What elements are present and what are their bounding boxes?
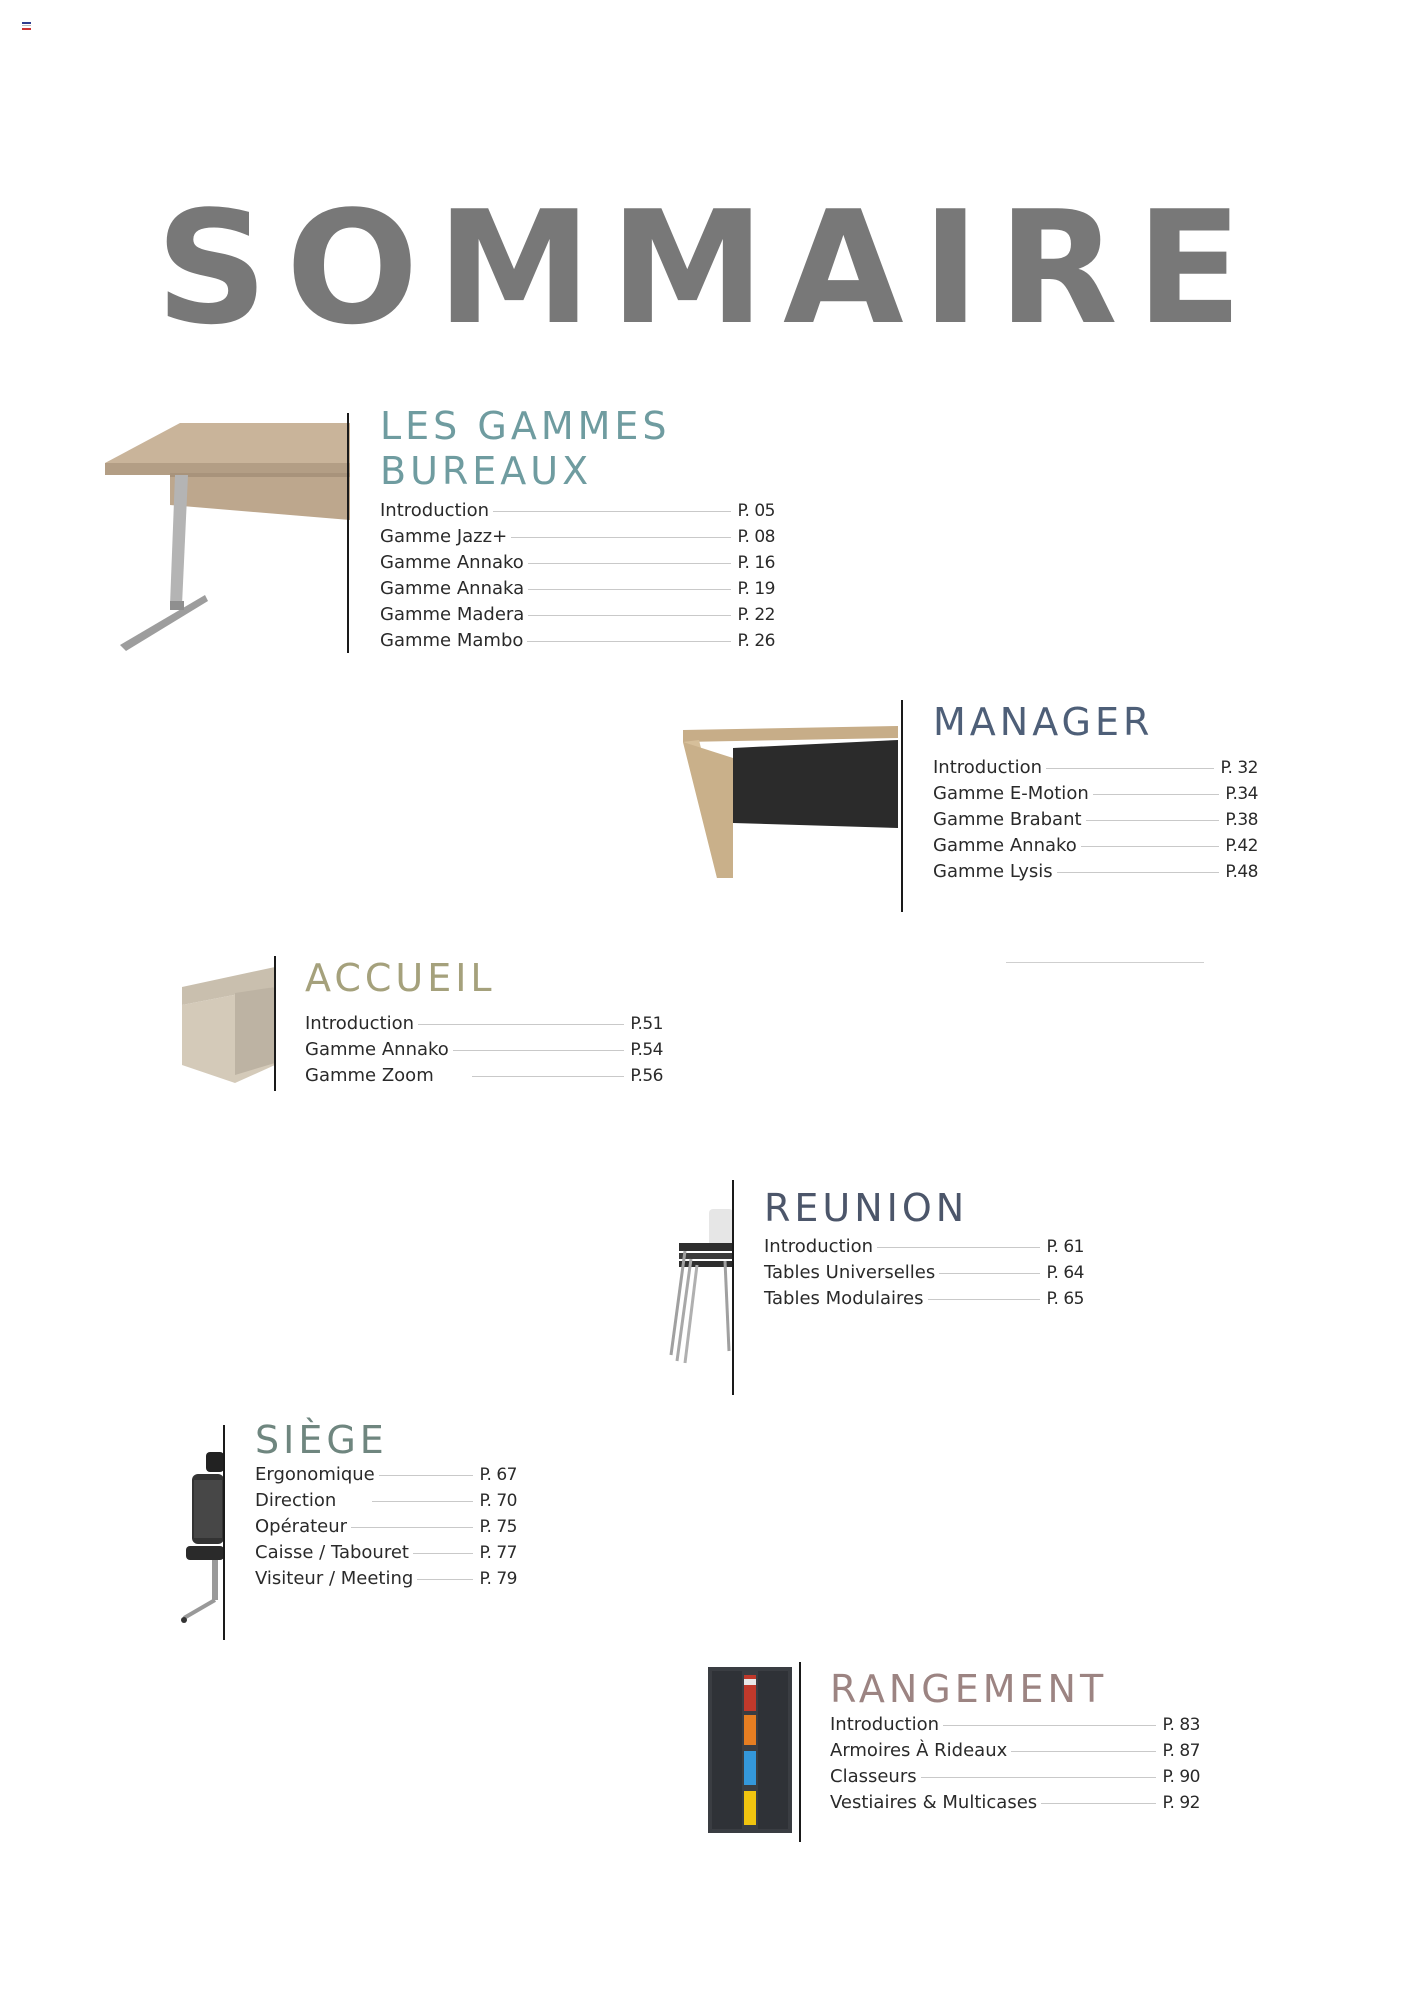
divider-line xyxy=(901,700,903,912)
toc-row[interactable]: Gamme Zoom P.56 xyxy=(305,1065,663,1086)
toc-row[interactable]: Visiteur / Meeting P. 79 xyxy=(255,1568,517,1589)
flag-icon xyxy=(22,22,31,30)
toc-row[interactable]: Gamme Annako P. 16 xyxy=(380,552,775,573)
toc-row[interactable]: Introduction P.51 xyxy=(305,1013,663,1034)
toc-row[interactable]: Ergonomique P. 67 xyxy=(255,1464,517,1485)
toc-row[interactable]: Vestiaires & Multicases P. 92 xyxy=(830,1792,1200,1813)
toc-row[interactable]: Gamme E-Motion P.34 xyxy=(933,783,1258,804)
toc-row[interactable]: Introduction P. 05 xyxy=(380,500,775,521)
toc-row[interactable]: Gamme Lysis P.48 xyxy=(933,861,1258,882)
toc-row[interactable]: Introduction P. 61 xyxy=(764,1236,1084,1257)
toc-row[interactable]: Armoires À Rideaux P. 87 xyxy=(830,1740,1200,1761)
cabinet-illustration xyxy=(706,1665,794,1835)
toc-row[interactable]: Opérateur P. 75 xyxy=(255,1516,517,1537)
toc-list xyxy=(255,1464,517,1594)
toc-row[interactable]: Gamme Annaka P. 19 xyxy=(380,578,775,599)
toc-list xyxy=(830,1714,1200,1818)
section-title: MANAGER xyxy=(933,700,1154,744)
divider-line xyxy=(1006,962,1204,963)
toc-row[interactable]: Gamme Brabant P.38 xyxy=(933,809,1258,830)
toc-row[interactable]: Tables Universelles P. 64 xyxy=(764,1262,1084,1283)
toc-row[interactable]: Tables Modulaires P. 65 xyxy=(764,1288,1084,1309)
toc-list xyxy=(305,1013,663,1091)
section-title: SIÈGE xyxy=(255,1418,388,1462)
toc-row[interactable]: Direction P. 70 xyxy=(255,1490,517,1511)
page-title: SOMMAIRE xyxy=(155,176,1261,359)
stacked-chairs-illustration xyxy=(665,1205,733,1365)
toc-row[interactable]: Introduction P. 83 xyxy=(830,1714,1200,1735)
section-title: ACCUEIL xyxy=(305,956,496,1000)
toc-row[interactable]: Gamme Annako P.54 xyxy=(305,1039,663,1060)
toc-row[interactable]: Classeurs P. 90 xyxy=(830,1766,1200,1787)
desk-illustration xyxy=(100,415,350,655)
divider-line xyxy=(799,1662,801,1842)
toc-row[interactable]: Gamme Jazz+ P. 08 xyxy=(380,526,775,547)
toc-list xyxy=(933,757,1258,887)
reception-desk-illustration xyxy=(180,965,275,1085)
toc-row[interactable]: Gamme Mambo P. 26 xyxy=(380,630,775,651)
toc-row[interactable]: Introduction P. 32 xyxy=(933,757,1258,778)
section-title: LES GAMMES BUREAUX xyxy=(380,404,671,493)
office-chair-illustration xyxy=(180,1450,224,1625)
toc-row[interactable]: Gamme Annako P.42 xyxy=(933,835,1258,856)
manager-desk-illustration xyxy=(683,718,898,878)
divider-line xyxy=(347,413,349,653)
section-title: RANGEMENT xyxy=(830,1667,1108,1711)
toc-list xyxy=(380,500,775,656)
divider-line xyxy=(223,1425,225,1640)
divider-line xyxy=(732,1180,734,1395)
section-title: REUNION xyxy=(764,1186,969,1230)
toc-row[interactable]: Caisse / Tabouret P. 77 xyxy=(255,1542,517,1563)
divider-line xyxy=(274,956,276,1091)
toc-row[interactable]: Gamme Madera P. 22 xyxy=(380,604,775,625)
toc-list xyxy=(764,1236,1084,1314)
